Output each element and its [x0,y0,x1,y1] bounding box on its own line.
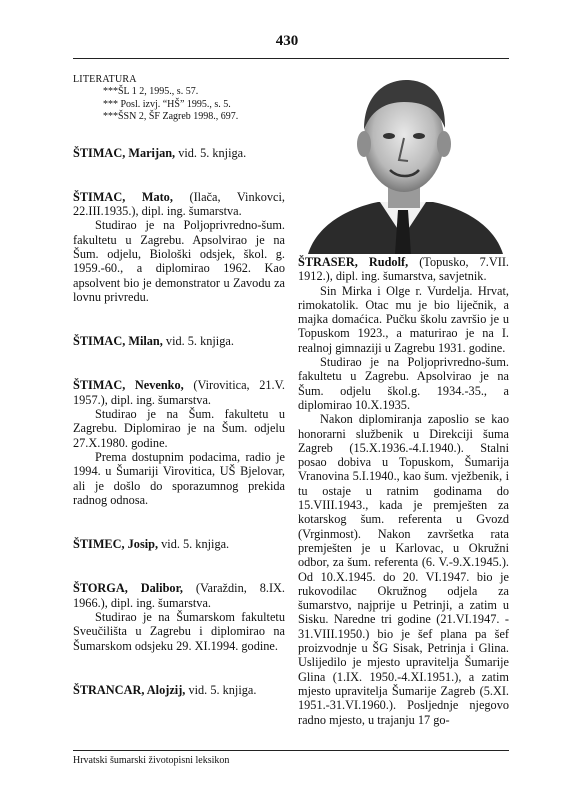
entry-paragraph: Studirao je na Poljoprivredno-šum. fakultetu u Zagrebu. Apsolvirao je na Šum. odjelu, Biološki odsjek, škol. g. 1959.-60., a diplomirao 1962. Kao apsolvent bio je demonstrator u Zavodu za lovnu privredu. [73,218,285,304]
entry-strancar-alojzij [73,683,285,697]
entry-paragraph: Studirao je na Šumarskom fakultetu Sveučilišta u Zagrebu i diplomirao na Šumarskom odsjeku 29. XI.1994. godine. [73,610,285,653]
portrait-photo [298,62,509,254]
entry-paragraph: Studirao je na Poljoprivredno-šum. fakultetu u Zagrebu. Apsolvirao je na Šum. odjelu škol.g. 1934.-35., a diplomirao 10.X.1935. [298,355,509,412]
right-column [298,255,509,744]
entry-name: ŠTRANCAR, Alojzij, [73,682,186,697]
entry-name: ŠTIMAC, Milan, [73,334,163,349]
entry-paragraph: Studirao je na Šum. fakultetu u Zagrebu. Diplomirao je na Šum. odjelu 27.X.1980. godine. [73,407,285,450]
header-rule [73,58,509,59]
entry-name: ŠTIMAC, Marijan, [73,145,176,160]
entry-text: (Topusko, 7.VII. 1912.), dipl. ing. šumarstva, savjetnik. [298,255,509,284]
literature-item: ***ŠL 1 2, 1995., s. 57. [103,86,199,97]
literature-item: *** Posl. izvj. “HŠ” 1995., s. 5. [103,98,231,110]
literature-item: ***ŠSN 2, ŠF Zagreb 1998., 697. [103,111,239,122]
entry-paragraph: Nakon diplomiranja zaposlio se kao honorarni službenik u Direkciji šuma Zagreb (15.X.1936.-4.I.1940.). Stalni posao dobiva u Topuskom, Šumarija Vranovina 5.I.1940., kao šum. vježbenik, i tu ostaje u ratnim godinama do 15.VIII.1943., kada je premješten za kotarskog šum. referenta u Gvozd (Vrginmost). Nakon završetka rata premješten je u Karlovac, u Okružni odbor, za šum. referenta (6. V.-9.X.1945.). Od 10.X.1945. do 20. VI.1947. bio je rukovodilac Okružnog odjela za šumarstvo, najprije u Petrinji, a zatim u Sisku. Naredne tri godine (21.VI.1947. - 31.VIII.1950.) bio je šef plana pa šef proizvodnje u ŠG Sisak, Petrinja i Glina. Uslijedilo je mjesto upravitelja Šumarije Glina (1.IX. 1950.-4.XI.1951.), a zatim mjesto upravitelja Šumarije Zagreb (5.XI. 1951.-31.VI.1960.). Posljednje njegovo radno mjesto, u trajanju 17 go- [298,412,509,727]
entry-paragraph: Sin Mirka i Olge r. Vurdelja. Hrvat, rimokatolik. Otac mu je bio liječnik, a majka domaćica. Pučku školu završio je u Topuskom 1923., a maturirao je na I. realnoj gimnaziji u Zagrebu 1931. godine. [298,283,509,355]
entry-name: ŠTIMAC, Nevenko, [73,378,184,393]
entry-text: vid. 5. knjiga. [185,682,257,697]
entry-text: (Ilača, Vinkovci, 22.III.1935.), dipl. ing. šumarstva. [73,189,285,219]
entry-text: vid. 5. knjiga. [175,145,247,160]
entry-paragraph: Prema dostupnim podacima, radio je 1994. u Šumariji Virovitica, UŠ Bjelovar, ali je došlo do sporazumnog prekida radnog odnosa. [73,449,285,507]
entry-text: vid. 5. knjiga. [162,334,234,349]
entry-text: vid. 5. knjiga. [158,537,230,552]
entry-stimac-milan [73,334,285,348]
entry-stimac-mato [73,190,285,304]
page-number: 430 [275,33,299,49]
entry-straser-rudolf [298,255,509,727]
literature-heading: LITERATURA [73,74,137,85]
entry-storga-dalibor [73,581,285,652]
literature-block [73,74,285,124]
entry-text: (Virovitica, 21.V. 1957.), dipl. ing. šumarstva. [73,378,285,407]
entry-stimac-marijan [73,146,285,160]
entry-name: ŠTRASER, Rudolf, [298,255,409,269]
entry-name: ŠTIMAC, Mato, [73,189,173,204]
entry-stimac-nevenko [73,378,285,507]
entry-text: (Varaždin, 8.IX. 1966.), dipl. ing. šumarstva. [73,581,285,610]
entry-stimec-josip [73,537,285,551]
left-column [73,74,285,714]
footer-text: Hrvatski šumarski životopisni leksikon [73,755,230,766]
footer-rule [73,750,509,751]
entry-name: ŠTORGA, Dalibor, [73,581,183,596]
entry-name: ŠTIMEC, Josip, [73,537,159,552]
